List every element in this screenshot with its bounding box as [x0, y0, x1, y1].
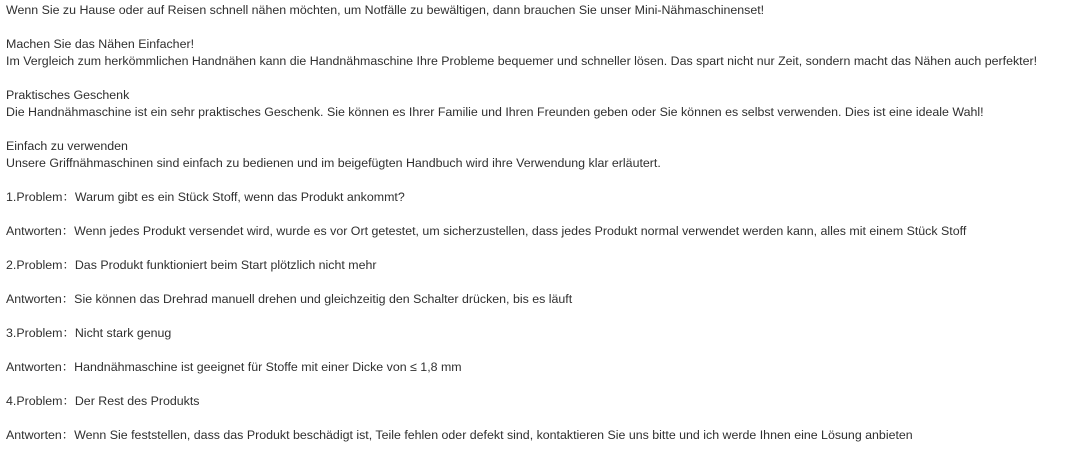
faq-answer: Antworten：Handnähmaschine ist geeignet für Stoffe mit einer Dicke von ≤ 1,8 mm — [6, 360, 462, 374]
section-easy-sewing — [6, 36, 1078, 70]
faq-answer: Antworten：Sie können das Drehrad manuell drehen und gleichzeitig den Schalter drücken, bis es läuft — [6, 292, 573, 306]
faq-question: 2.Problem：Das Produkt funktioniert beim Start plötzlich nicht mehr — [6, 258, 377, 272]
section-body: Im Vergleich zum herkömmlichen Handnähen kann die Handnähmaschine Ihre Probleme bequemer und schneller lösen. Das spart nicht nur Zeit, sondern macht das Nähen auch perfekter! — [6, 54, 1038, 68]
faq-answer: Antworten：Wenn jedes Produkt versendet wird, wurde es vor Ort getestet, um sicherzustellen, dass jedes Produkt normal verwendet werden kann, alles mit einem Stück Stoff — [6, 224, 967, 238]
section-easy-to-use — [6, 138, 1078, 172]
faq-question: 1.Problem：Warum gibt es ein Stück Stoff, wenn das Produkt ankommt? — [6, 190, 405, 204]
intro-text: Wenn Sie zu Hause oder auf Reisen schnell nähen möchten, um Notfälle zu bewältigen, dann brauchen Sie unser Mini-Nähmaschinenset! — [6, 3, 765, 17]
section-practical-gift — [6, 87, 1078, 121]
product-description — [6, 2, 1078, 461]
section-heading: Einfach zu verwenden — [6, 139, 128, 153]
section-heading: Praktisches Geschenk — [6, 88, 130, 102]
faq-answer: Antworten：Wenn Sie feststellen, dass das Produkt beschädigt ist, Teile fehlen oder defekt sind, kontaktieren Sie uns bitte und ich werde Ihnen eine Lösung anbieten — [6, 428, 913, 442]
intro-paragraph — [6, 2, 1078, 19]
section-heading: Machen Sie das Nähen Einfacher! — [6, 37, 195, 51]
faq-question: 3.Problem：Nicht stark genug — [6, 326, 172, 340]
section-body: Unsere Griffnähmaschinen sind einfach zu bedienen und im beigefügten Handbuch wird ihre Verwendung klar erläutert. — [6, 156, 661, 170]
section-body: Die Handnähmaschine ist ein sehr praktisches Geschenk. Sie können es Ihrer Familie und Ihren Freunden geben oder Sie können es selbst verwenden. Dies ist eine ideale Wahl! — [6, 105, 984, 119]
faq-question: 4.Problem：Der Rest des Produkts — [6, 394, 200, 408]
